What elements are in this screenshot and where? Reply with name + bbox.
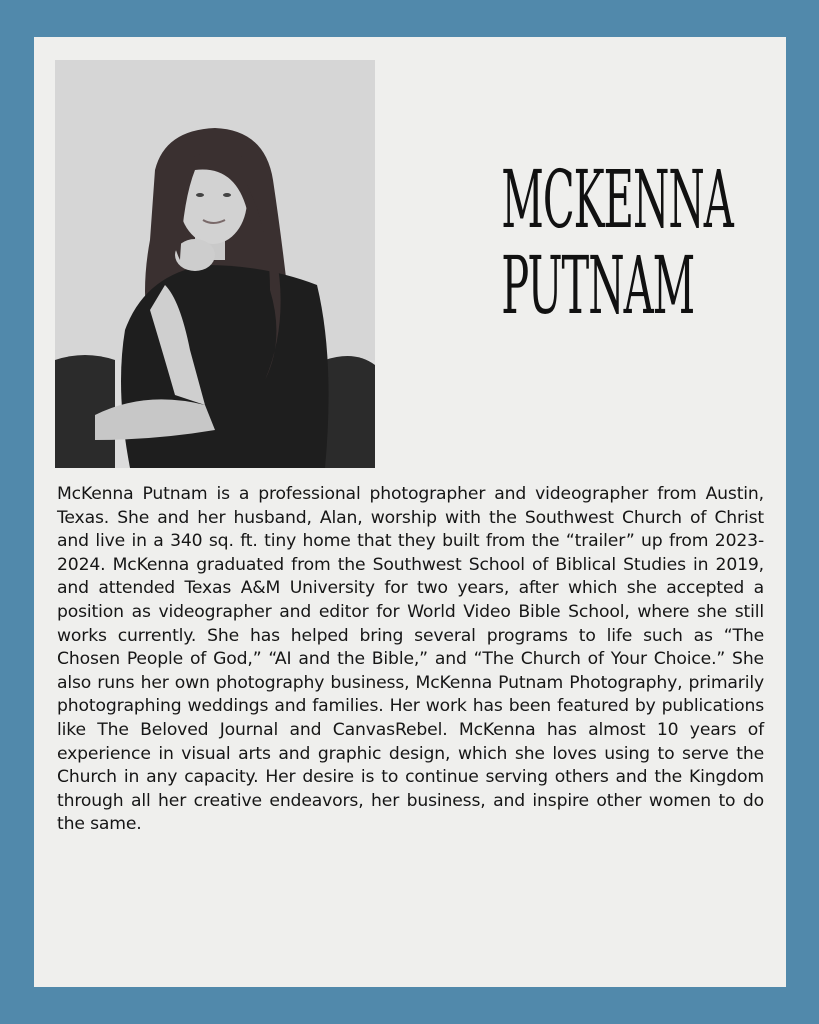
portrait-illustration	[55, 60, 375, 468]
bio-paragraph: McKenna Putnam is a professional photographer and videographer from Austin, Texas. She and her husband, Alan, worship with the Southwest Church of Christ and live in a 340 sq. ft. tiny home that they built from the “trailer” up from 2023-2024. McKenna graduated from the Southwest School of Biblical Studies in 2019, and attended Texas A&M University for two years, after which she accepted a position as videographer and editor for World Video Bible School, where she still works currently. She has helped bring several programs to life such as “The Chosen People of God,” “AI and the Bible,” and “The Church of Your Choice.” She also runs her own photography business, McKenna Putnam Photography, primarily photographing weddings and families. Her work has been featured by publications like The Beloved Journal and CanvasRebel. McKenna has almost 10 years of experience in visual arts and graphic design, which she loves using to serve the Church in any capacity. Her desire is to continue serving others and the Kingdom through all her creative endeavors, her business, and inspire other women to do the same.	[57, 484, 764, 835]
page-title	[424, 153, 746, 332]
title-line-last: PUTNAM	[501, 239, 695, 332]
title-line-first: MCKENNA	[501, 153, 733, 246]
portrait-photo	[55, 60, 375, 468]
bio-card	[34, 37, 786, 987]
